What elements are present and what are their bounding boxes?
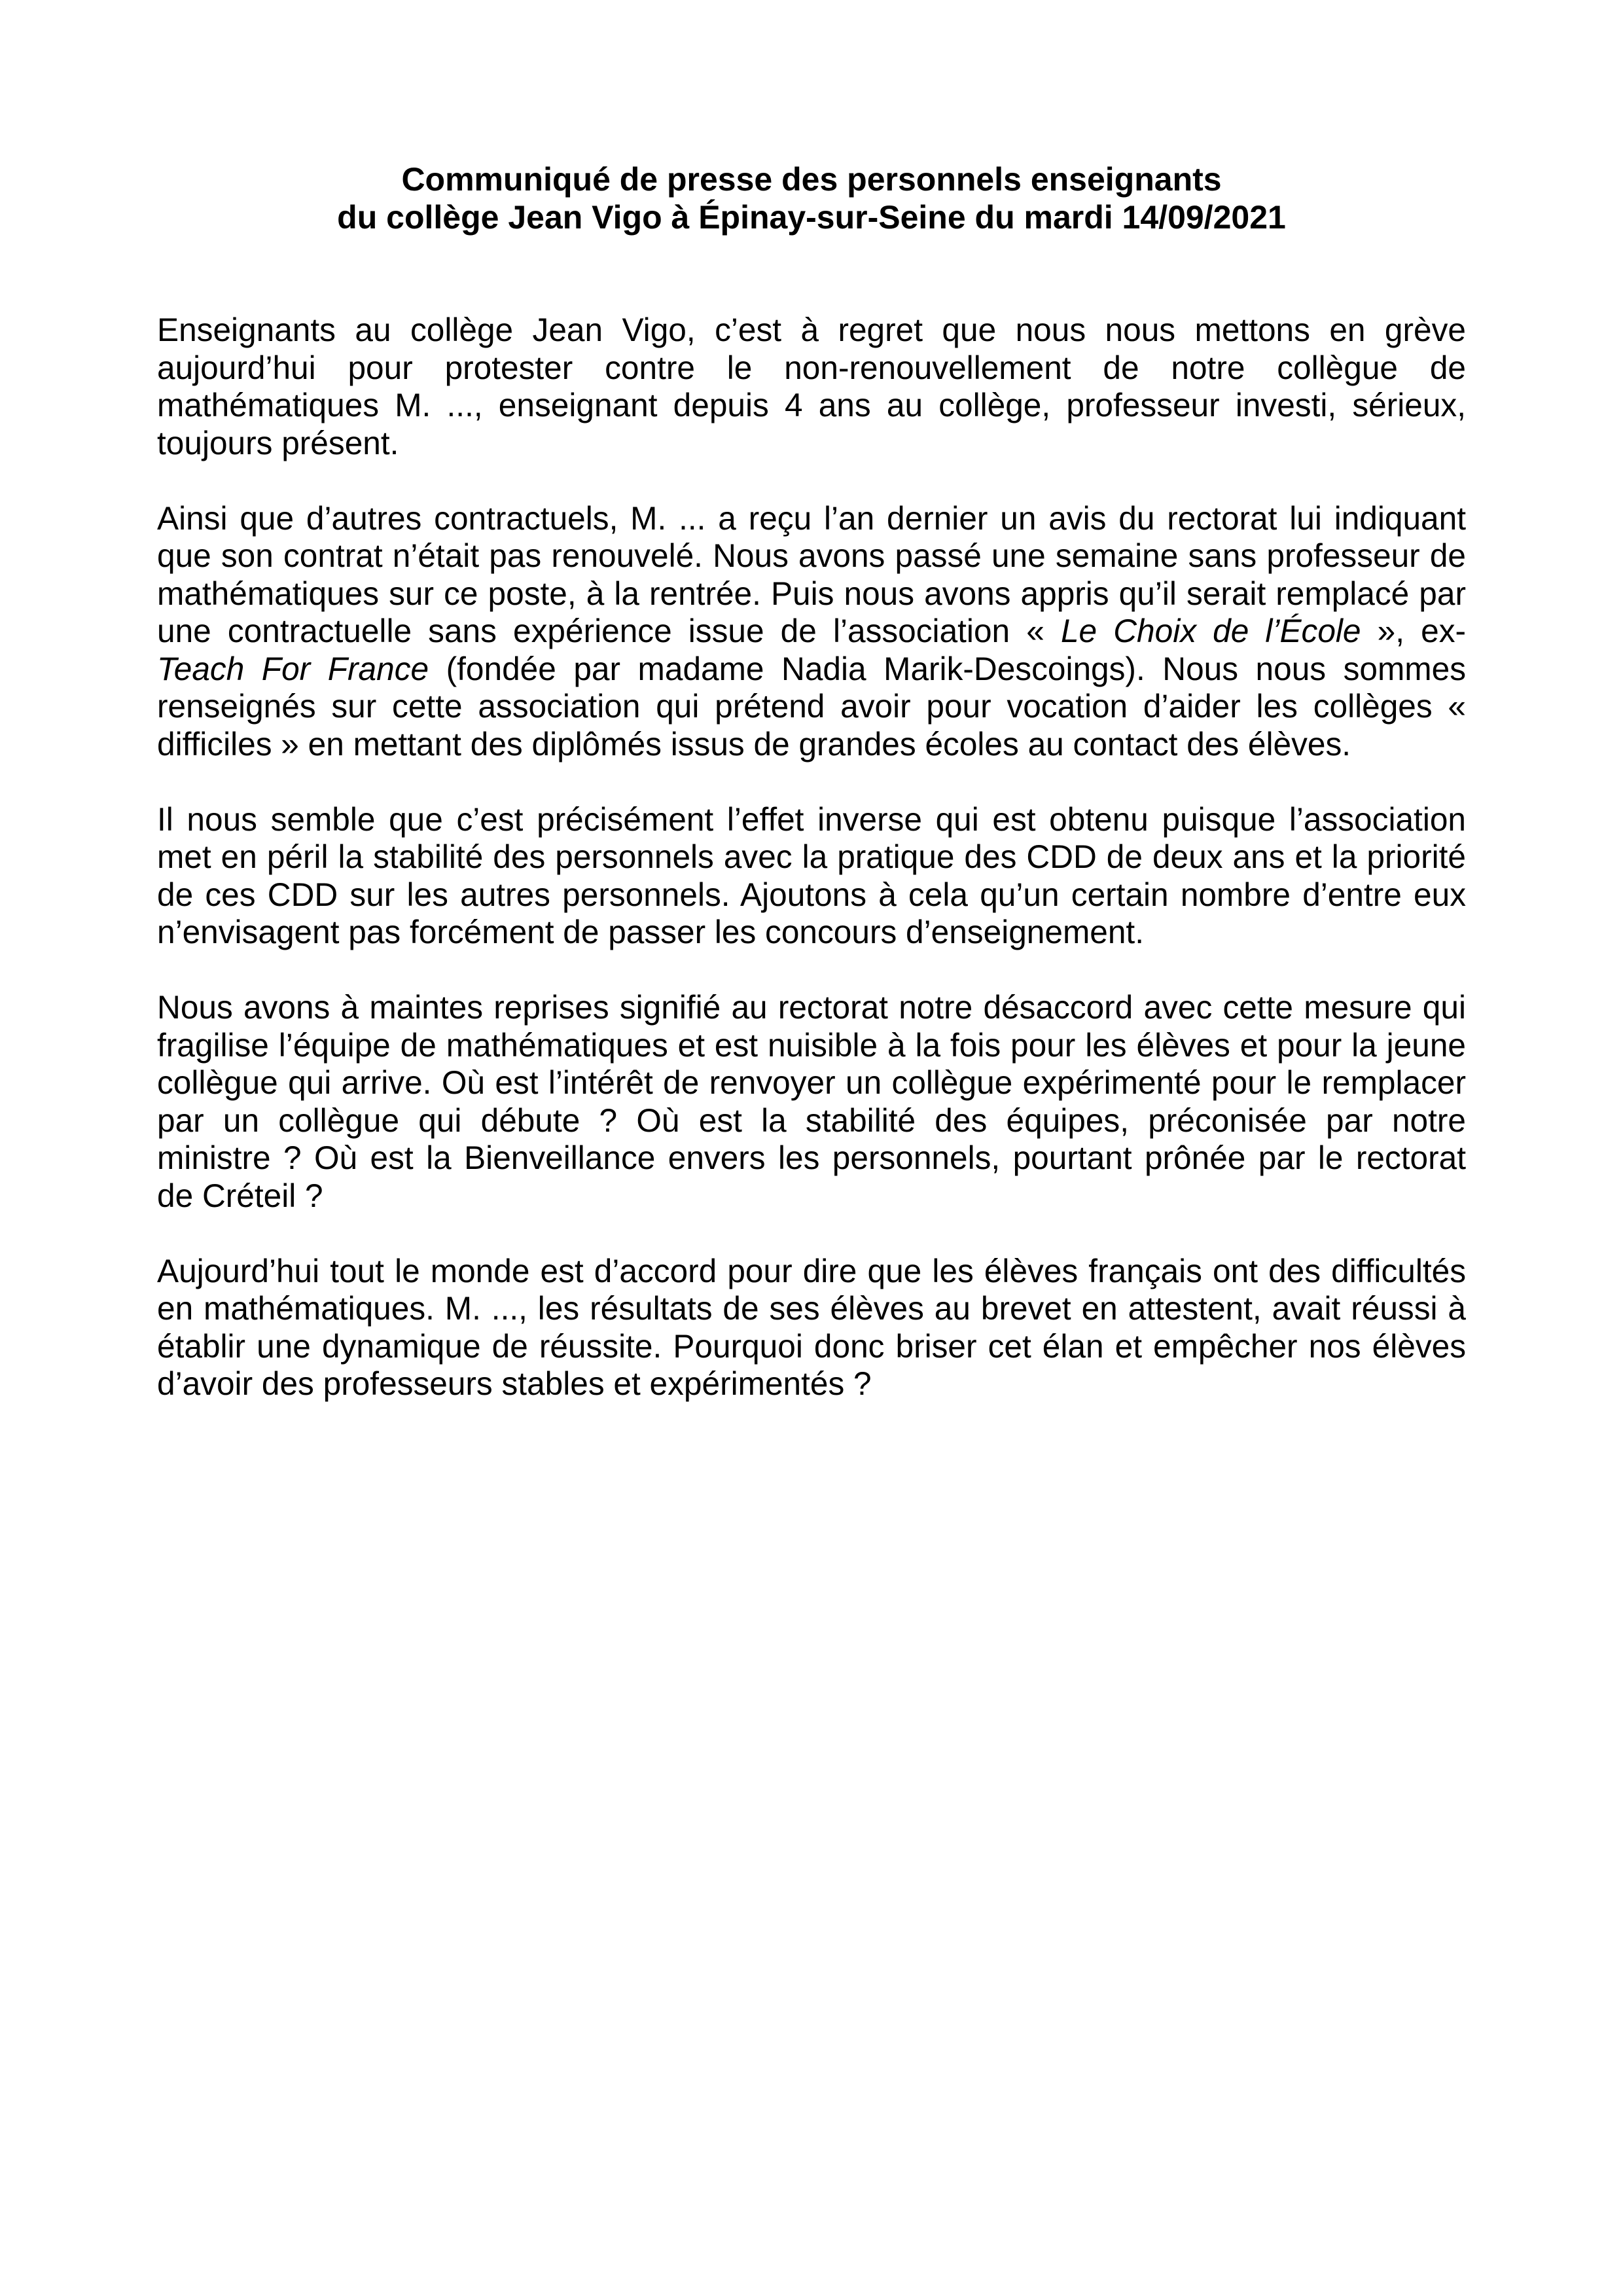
text-segment: de Créteil ? xyxy=(157,1177,323,1214)
text-segment: ministre ? Où est la Bienveillance envers les personnels, pourtant prônée par le rectorat xyxy=(157,1139,1466,1176)
text-line xyxy=(157,688,1466,726)
text-line xyxy=(157,1253,1466,1291)
text-segment: aujourd’hui pour protester contre le non-renouvellement de notre collègue de xyxy=(157,349,1466,386)
text-line xyxy=(157,350,1466,387)
document-body xyxy=(157,312,1466,1403)
paragraph xyxy=(157,500,1466,764)
text-line xyxy=(157,989,1466,1027)
text-line xyxy=(157,500,1466,538)
text-segment: collègue qui arrive. Où est l’intérêt de renvoyer un collègue expérimenté pour le remplacer xyxy=(157,1064,1466,1101)
text-line xyxy=(157,838,1466,876)
text-line xyxy=(157,1139,1466,1177)
text-segment: met en péril la stabilité des personnels avec la pratique des CDD de deux ans et la priorité xyxy=(157,838,1466,875)
text-line xyxy=(157,801,1466,839)
text-segment: en mathématiques. M. ..., les résultats de ses élèves au brevet en attestent, avait réussi à xyxy=(157,1290,1466,1327)
italic-text: Teach For France xyxy=(157,650,429,687)
text-segment: Il nous semble que c’est précisément l’effet inverse qui est obtenu puisque l’association xyxy=(157,800,1466,838)
text-segment: », ex- xyxy=(1361,613,1467,649)
text-segment: Ainsi que d’autres contractuels, M. ... a reçu l’an dernier un avis du rectorat lui indiquant xyxy=(157,499,1466,537)
text-line xyxy=(157,876,1466,914)
title-line: du collège Jean Vigo à Épinay-sur-Seine du mardi 14/09/2021 xyxy=(337,198,1286,236)
document-title xyxy=(157,161,1466,236)
paragraph xyxy=(157,989,1466,1215)
text-segment: par un collègue qui débute ? Où est la stabilité des équipes, préconisée par notre xyxy=(157,1102,1466,1139)
text-segment: Aujourd’hui tout le monde est d’accord pour dire que les élèves français ont des difficultés xyxy=(157,1252,1466,1289)
text-line xyxy=(157,387,1466,425)
text-segment: mathématiques sur ce poste, à la rentrée. Puis nous avons appris qu’il serait remplacé par xyxy=(157,575,1466,612)
text-line xyxy=(157,1177,1466,1215)
text-segment: Enseignants au collège Jean Vigo, c’est à regret que nous nous mettons en grève xyxy=(157,312,1466,348)
text-segment: établir une dynamique de réussite. Pourquoi donc briser cet élan et empêcher nos élèves xyxy=(157,1327,1466,1365)
text-line xyxy=(157,1027,1466,1065)
italic-text: Le Choix de l’École xyxy=(1060,613,1361,649)
text-segment: difficiles » en mettant des diplômés issus de grandes écoles au contact des élèves. xyxy=(157,725,1351,762)
text-line xyxy=(157,312,1466,350)
text-line xyxy=(157,1102,1466,1140)
text-line xyxy=(157,1365,1466,1403)
text-line xyxy=(157,1328,1466,1366)
text-line xyxy=(157,914,1466,952)
text-segment: (fondée par madame Nadia Marik-Descoings). Nous nous sommes xyxy=(429,650,1467,687)
text-segment: n’envisagent pas forcément de passer les concours d’enseignement. xyxy=(157,914,1144,950)
text-line xyxy=(157,537,1466,575)
text-line xyxy=(157,575,1466,613)
text-segment: fragilise l’équipe de mathématiques et est nuisible à la fois pour les élèves et pour la jeune xyxy=(157,1026,1466,1064)
text-segment: renseignés sur cette association qui prétend avoir pour vocation d’aider les collèges « xyxy=(157,688,1466,725)
text-line xyxy=(157,1290,1466,1328)
paragraph xyxy=(157,1253,1466,1403)
text-line xyxy=(157,425,1466,463)
text-segment: de ces CDD sur les autres personnels. Ajoutons à cela qu’un certain nombre d’entre eux xyxy=(157,876,1466,913)
text-segment: toujours présent. xyxy=(157,424,399,461)
text-segment: Nous avons à maintes reprises signifié au rectorat notre désaccord avec cette mesure qui xyxy=(157,989,1466,1026)
paragraph xyxy=(157,801,1466,952)
title-line: Communiqué de presse des personnels enseignants xyxy=(401,161,1222,198)
text-line xyxy=(157,726,1466,764)
text-line xyxy=(157,651,1466,689)
paragraph xyxy=(157,312,1466,462)
text-segment: une contractuelle sans expérience issue de l’association « xyxy=(157,613,1061,649)
text-segment: mathématiques M. ..., enseignant depuis 4 ans au collège, professeur investi, sérieux, xyxy=(157,387,1466,423)
text-segment: que son contrat n’était pas renouvelé. Nous avons passé une semaine sans professeur de xyxy=(157,537,1466,574)
text-line xyxy=(157,613,1466,651)
text-line xyxy=(157,1064,1466,1102)
text-segment: d’avoir des professeurs stables et expérimentés ? xyxy=(157,1365,872,1402)
